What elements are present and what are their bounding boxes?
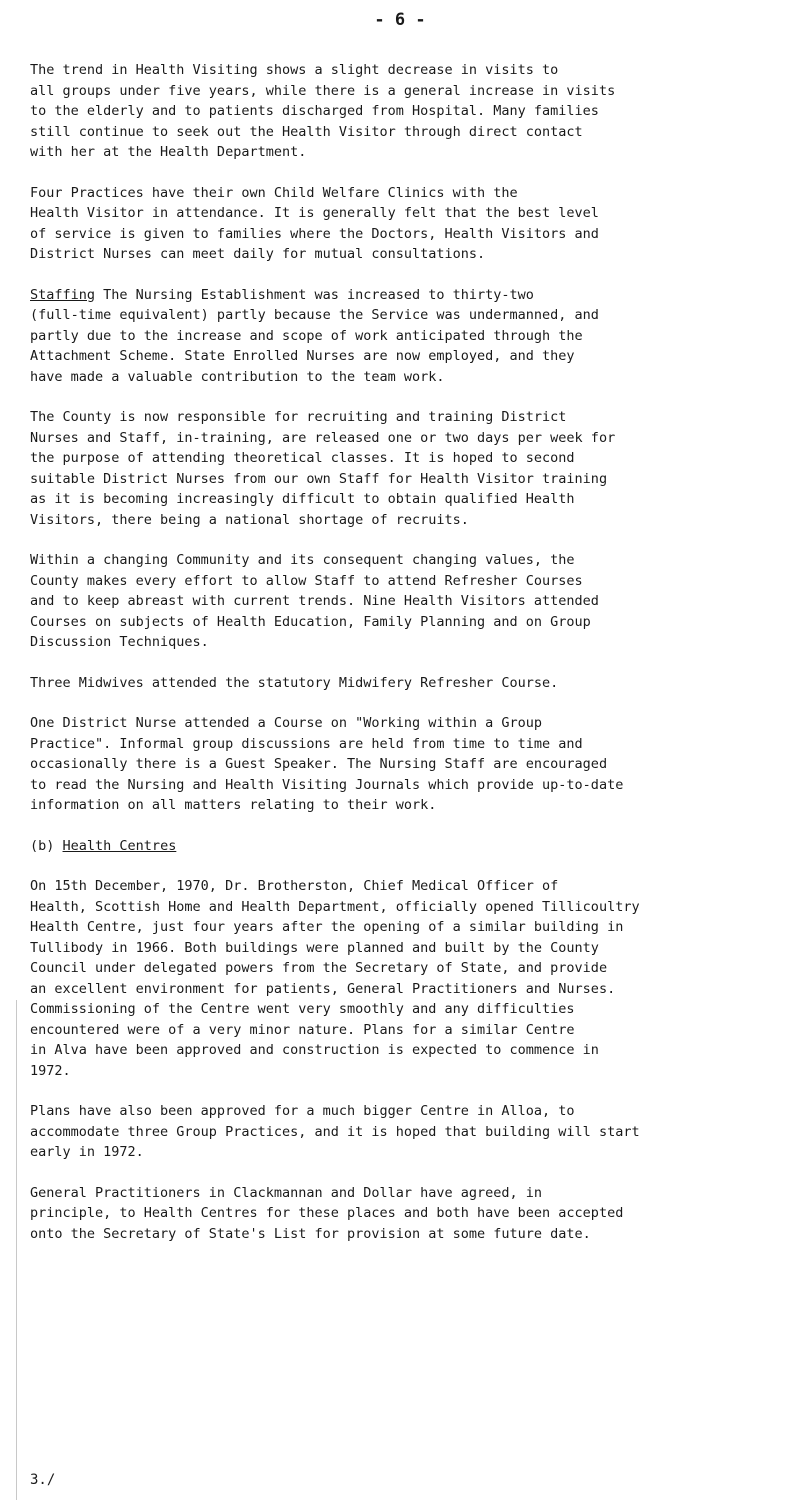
- section-title: Health Centres: [62, 837, 177, 854]
- continuation-reference: 3./: [30, 1472, 56, 1488]
- paragraph-clackmannan-dollar: General Practitioners in Clackmannan and Dollar have agreed, in principle, to Health Centres for these places and both have been accepted onto the Secretary of State's List for provision at some future date.: [30, 1184, 624, 1242]
- section-heading-health-centres: [30, 836, 790, 857]
- margin-line: [16, 1000, 17, 1500]
- paragraph-alloa-plans: Plans have also been approved for a much bigger Centre in Alloa, to accommodate three Group Practices, and it is hoped that building will start early in 1972.: [30, 1103, 640, 1160]
- section-label: (b): [30, 837, 55, 854]
- paragraph-tillicoultry-opening: On 15th December, 1970, Dr. Brotherston, Chief Medical Officer of Health, Scottish Home and Health Department, officially opened Tillicoultry Health Centre, just four years after the opening of a similar building in Tullibody in 1966. Both buildings were planned and built by the County Council under delegated powers from the Secretary of State, and provide an excellent environment for patients, General Practitioners and Nurses. Commissioning of the Centre went very smoothly and any difficulties encountered were of a very minor nature. Plans for a similar Centre in Alva have been approved and construction is expected to commence in 1972.: [30, 878, 640, 1079]
- paragraph-midwives: Three Midwives attended the statutory Midwifery Refresher Course.: [30, 674, 559, 691]
- paragraph-group-practice-course: One District Nurse attended a Course on "Working within a Group Practice". Informal group discussions are held from time to time and occasionally there is a Guest Speaker. The Nursing Staff are encouraged to read the Nursing and Health Visiting Journals which provide up-to-date information on all matters relating to their work.: [30, 715, 624, 813]
- paragraph-health-visiting-trend: The trend in Health Visiting shows a slight decrease in visits to all groups under five years, while there is a general increase in visits to the elderly and to patients discharged from Hospital. Many families still continue to seek out the Health Visitor through direct contact with her at the Health Department.: [30, 62, 616, 160]
- staffing-heading: Staffing: [30, 286, 96, 303]
- paragraph-child-welfare-clinics: Four Practices have their own Child Welfare Clinics with the Health Visitor in attendance. It is generally felt that the best level of service is given to families where the Doctors, Health Visitors and District Nurses can meet daily for mutual consultations.: [30, 184, 599, 262]
- staffing-text: The Nursing Establishment was increased to thirty-two (full-time equivalent) partly because the Service was undermanned, and partly due to the increase and scope of work anticipated through the Attachment Scheme. State Enrolled Nurses are now employed, and they have made a valuable contribution to the team work.: [30, 286, 599, 385]
- paragraph-staffing: [30, 285, 790, 388]
- document-body: [30, 60, 790, 1264]
- paragraph-recruiting-training: The County is now responsible for recruiting and training District Nurses and Staff, in-training, are released one or two days per week for the purpose of attending theoretical classes. It is hoped to second suitable District Nurses from our own Staff for Health Visitor training as it is becoming increasingly difficult to obtain qualified Health Visitors, there being a national shortage of recruits.: [30, 409, 616, 528]
- page-number: - 6 -: [374, 10, 426, 30]
- paragraph-refresher-courses: Within a changing Community and its consequent changing values, the County makes every effort to allow Staff to attend Refresher Courses and to keep abreast with current trends. Nine Health Visitors attended Courses on subjects of Health Education, Family Planning and on Group Discussion Techniques.: [30, 552, 599, 650]
